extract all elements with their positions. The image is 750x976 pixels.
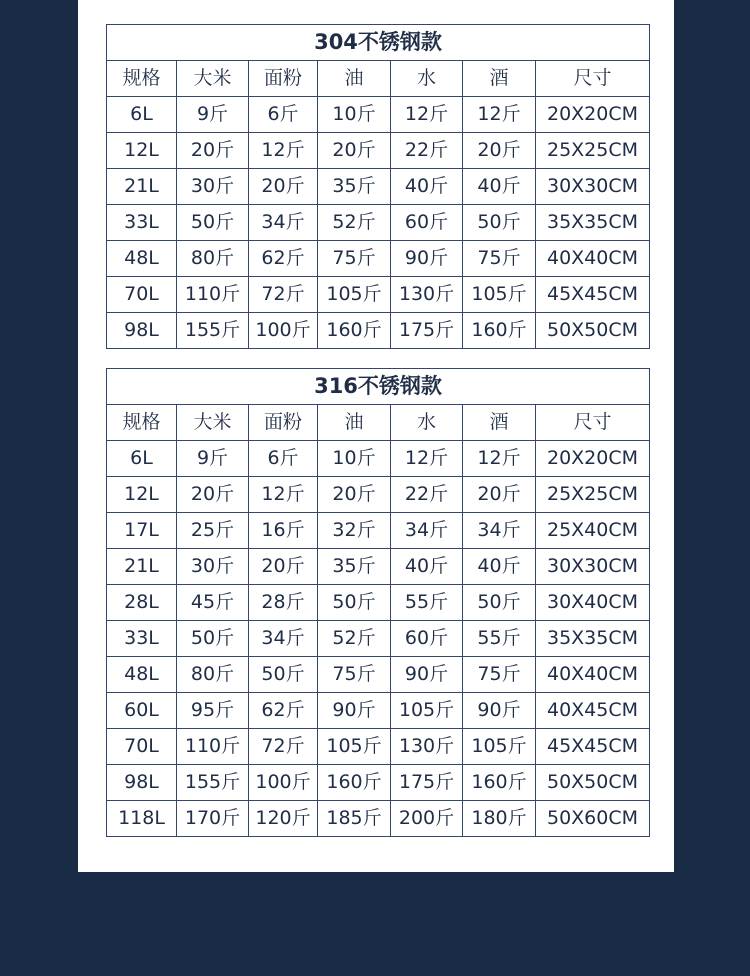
table-cell: 100斤 xyxy=(249,765,318,801)
table-cell: 22斤 xyxy=(391,133,463,169)
table-cell: 180斤 xyxy=(463,801,536,837)
table-cell: 50X50CM xyxy=(536,313,650,349)
table-row xyxy=(107,765,650,801)
table-cell: 55斤 xyxy=(463,621,536,657)
table-cell: 50斤 xyxy=(318,585,391,621)
table-row xyxy=(107,549,650,585)
header-row xyxy=(107,405,650,441)
table-cell: 175斤 xyxy=(391,765,463,801)
column-header: 规格 xyxy=(107,405,177,441)
table-cell: 155斤 xyxy=(177,765,249,801)
table-row xyxy=(107,621,650,657)
table-cell: 155斤 xyxy=(177,313,249,349)
table-cell: 20斤 xyxy=(249,549,318,585)
table-cell: 98L xyxy=(107,313,177,349)
table-cell: 60L xyxy=(107,693,177,729)
table-cell: 45X45CM xyxy=(536,729,650,765)
column-header: 面粉 xyxy=(249,61,318,97)
table-cell: 60斤 xyxy=(391,621,463,657)
column-header: 油 xyxy=(318,61,391,97)
table-cell: 20X20CM xyxy=(536,97,650,133)
table-cell: 12L xyxy=(107,477,177,513)
table-cell: 22斤 xyxy=(391,477,463,513)
table-cell: 50X50CM xyxy=(536,765,650,801)
table-cell: 20X20CM xyxy=(536,441,650,477)
table-cell: 160斤 xyxy=(463,765,536,801)
table-cell: 40X40CM xyxy=(536,241,650,277)
column-header: 规格 xyxy=(107,61,177,97)
table-cell: 40斤 xyxy=(391,169,463,205)
table-cell: 20斤 xyxy=(463,477,536,513)
table-cell: 12斤 xyxy=(463,441,536,477)
table-row xyxy=(107,133,650,169)
table-cell: 20斤 xyxy=(318,133,391,169)
table-cell: 30X30CM xyxy=(536,549,650,585)
table-cell: 34斤 xyxy=(463,513,536,549)
table-cell: 62斤 xyxy=(249,241,318,277)
table-cell: 50斤 xyxy=(177,621,249,657)
table-cell: 50X60CM xyxy=(536,801,650,837)
table-cell: 70L xyxy=(107,729,177,765)
table-cell: 20斤 xyxy=(463,133,536,169)
table-row xyxy=(107,801,650,837)
column-header: 大米 xyxy=(177,405,249,441)
table-cell: 45斤 xyxy=(177,585,249,621)
table-cell: 50斤 xyxy=(463,585,536,621)
table-cell: 90斤 xyxy=(318,693,391,729)
table-cell: 10斤 xyxy=(318,441,391,477)
table-cell: 185斤 xyxy=(318,801,391,837)
column-header: 水 xyxy=(391,405,463,441)
column-header: 面粉 xyxy=(249,405,318,441)
table-cell: 105斤 xyxy=(463,277,536,313)
table-cell: 40斤 xyxy=(391,549,463,585)
table-cell: 40斤 xyxy=(463,549,536,585)
table-cell: 35斤 xyxy=(318,169,391,205)
column-header: 水 xyxy=(391,61,463,97)
table-cell: 55斤 xyxy=(391,585,463,621)
table-cell: 30X30CM xyxy=(536,169,650,205)
table-cell: 33L xyxy=(107,621,177,657)
table-cell: 17L xyxy=(107,513,177,549)
table-cell: 105斤 xyxy=(318,277,391,313)
table-row xyxy=(107,169,650,205)
table-cell: 6斤 xyxy=(249,97,318,133)
table-cell: 118L xyxy=(107,801,177,837)
table-cell: 6L xyxy=(107,97,177,133)
table-row xyxy=(107,477,650,513)
table-cell: 28L xyxy=(107,585,177,621)
table-cell: 12斤 xyxy=(463,97,536,133)
table-cell: 35X35CM xyxy=(536,205,650,241)
table-row xyxy=(107,241,650,277)
table-cell: 21L xyxy=(107,169,177,205)
table-cell: 32斤 xyxy=(318,513,391,549)
table-row xyxy=(107,97,650,133)
table-cell: 100斤 xyxy=(249,313,318,349)
table-cell: 90斤 xyxy=(463,693,536,729)
table-cell: 25X25CM xyxy=(536,133,650,169)
table-cell: 21L xyxy=(107,549,177,585)
table-cell: 6斤 xyxy=(249,441,318,477)
table-cell: 40斤 xyxy=(463,169,536,205)
table-row xyxy=(107,657,650,693)
table-cell: 50斤 xyxy=(177,205,249,241)
table-cell: 52斤 xyxy=(318,205,391,241)
table-cell: 12L xyxy=(107,133,177,169)
table-cell: 105斤 xyxy=(318,729,391,765)
table-cell: 20斤 xyxy=(249,169,318,205)
table-cell: 200斤 xyxy=(391,801,463,837)
column-header: 尺寸 xyxy=(536,405,650,441)
table-cell: 72斤 xyxy=(249,277,318,313)
table-title: 304不锈钢款 xyxy=(107,25,650,61)
table-row xyxy=(107,205,650,241)
table-cell: 52斤 xyxy=(318,621,391,657)
table-cell: 45X45CM xyxy=(536,277,650,313)
table-cell: 6L xyxy=(107,441,177,477)
table-cell: 20斤 xyxy=(318,477,391,513)
table-row xyxy=(107,693,650,729)
table-cell: 10斤 xyxy=(318,97,391,133)
table-cell: 12斤 xyxy=(249,477,318,513)
table-cell: 120斤 xyxy=(249,801,318,837)
table-cell: 75斤 xyxy=(463,241,536,277)
table-cell: 105斤 xyxy=(391,693,463,729)
table-row xyxy=(107,313,650,349)
header-row xyxy=(107,61,650,97)
column-header: 尺寸 xyxy=(536,61,650,97)
table-cell: 34斤 xyxy=(249,621,318,657)
table-cell: 50斤 xyxy=(463,205,536,241)
table-cell: 170斤 xyxy=(177,801,249,837)
table-cell: 62斤 xyxy=(249,693,318,729)
table-cell: 175斤 xyxy=(391,313,463,349)
table-cell: 30斤 xyxy=(177,169,249,205)
table-cell: 105斤 xyxy=(463,729,536,765)
table-cell: 72斤 xyxy=(249,729,318,765)
table-cell: 25X25CM xyxy=(536,477,650,513)
table-cell: 9斤 xyxy=(177,97,249,133)
table-cell: 48L xyxy=(107,241,177,277)
table-cell: 70L xyxy=(107,277,177,313)
table-cell: 130斤 xyxy=(391,277,463,313)
column-header: 酒 xyxy=(463,61,536,97)
content-panel xyxy=(78,0,674,872)
column-header: 大米 xyxy=(177,61,249,97)
table-cell: 40X45CM xyxy=(536,693,650,729)
column-header: 油 xyxy=(318,405,391,441)
table-cell: 160斤 xyxy=(318,765,391,801)
table-cell: 12斤 xyxy=(391,97,463,133)
table-title: 316不锈钢款 xyxy=(107,369,650,405)
table-row xyxy=(107,729,650,765)
table-cell: 25斤 xyxy=(177,513,249,549)
table-cell: 40X40CM xyxy=(536,657,650,693)
table-cell: 30斤 xyxy=(177,549,249,585)
table-cell: 98L xyxy=(107,765,177,801)
column-header: 酒 xyxy=(463,405,536,441)
table-cell: 50斤 xyxy=(249,657,318,693)
table-cell: 80斤 xyxy=(177,657,249,693)
spec-table-316 xyxy=(106,368,650,837)
table-cell: 90斤 xyxy=(391,657,463,693)
table-cell: 35斤 xyxy=(318,549,391,585)
table-cell: 25X40CM xyxy=(536,513,650,549)
table-cell: 20斤 xyxy=(177,477,249,513)
table-cell: 75斤 xyxy=(318,657,391,693)
table-cell: 130斤 xyxy=(391,729,463,765)
table-cell: 33L xyxy=(107,205,177,241)
table-cell: 160斤 xyxy=(463,313,536,349)
table-cell: 75斤 xyxy=(463,657,536,693)
table-cell: 12斤 xyxy=(391,441,463,477)
table-cell: 35X35CM xyxy=(536,621,650,657)
table-cell: 75斤 xyxy=(318,241,391,277)
table-cell: 110斤 xyxy=(177,277,249,313)
table-cell: 95斤 xyxy=(177,693,249,729)
table-cell: 9斤 xyxy=(177,441,249,477)
table-cell: 34斤 xyxy=(391,513,463,549)
table-cell: 110斤 xyxy=(177,729,249,765)
table-cell: 20斤 xyxy=(177,133,249,169)
table-row xyxy=(107,585,650,621)
table-cell: 28斤 xyxy=(249,585,318,621)
table-cell: 12斤 xyxy=(249,133,318,169)
table-cell: 60斤 xyxy=(391,205,463,241)
table-cell: 90斤 xyxy=(391,241,463,277)
spec-table-304 xyxy=(106,24,650,349)
table-row xyxy=(107,513,650,549)
table-cell: 160斤 xyxy=(318,313,391,349)
table-row xyxy=(107,441,650,477)
table-cell: 16斤 xyxy=(249,513,318,549)
table-cell: 34斤 xyxy=(249,205,318,241)
table-cell: 30X40CM xyxy=(536,585,650,621)
table-cell: 48L xyxy=(107,657,177,693)
table-row xyxy=(107,277,650,313)
table-cell: 80斤 xyxy=(177,241,249,277)
